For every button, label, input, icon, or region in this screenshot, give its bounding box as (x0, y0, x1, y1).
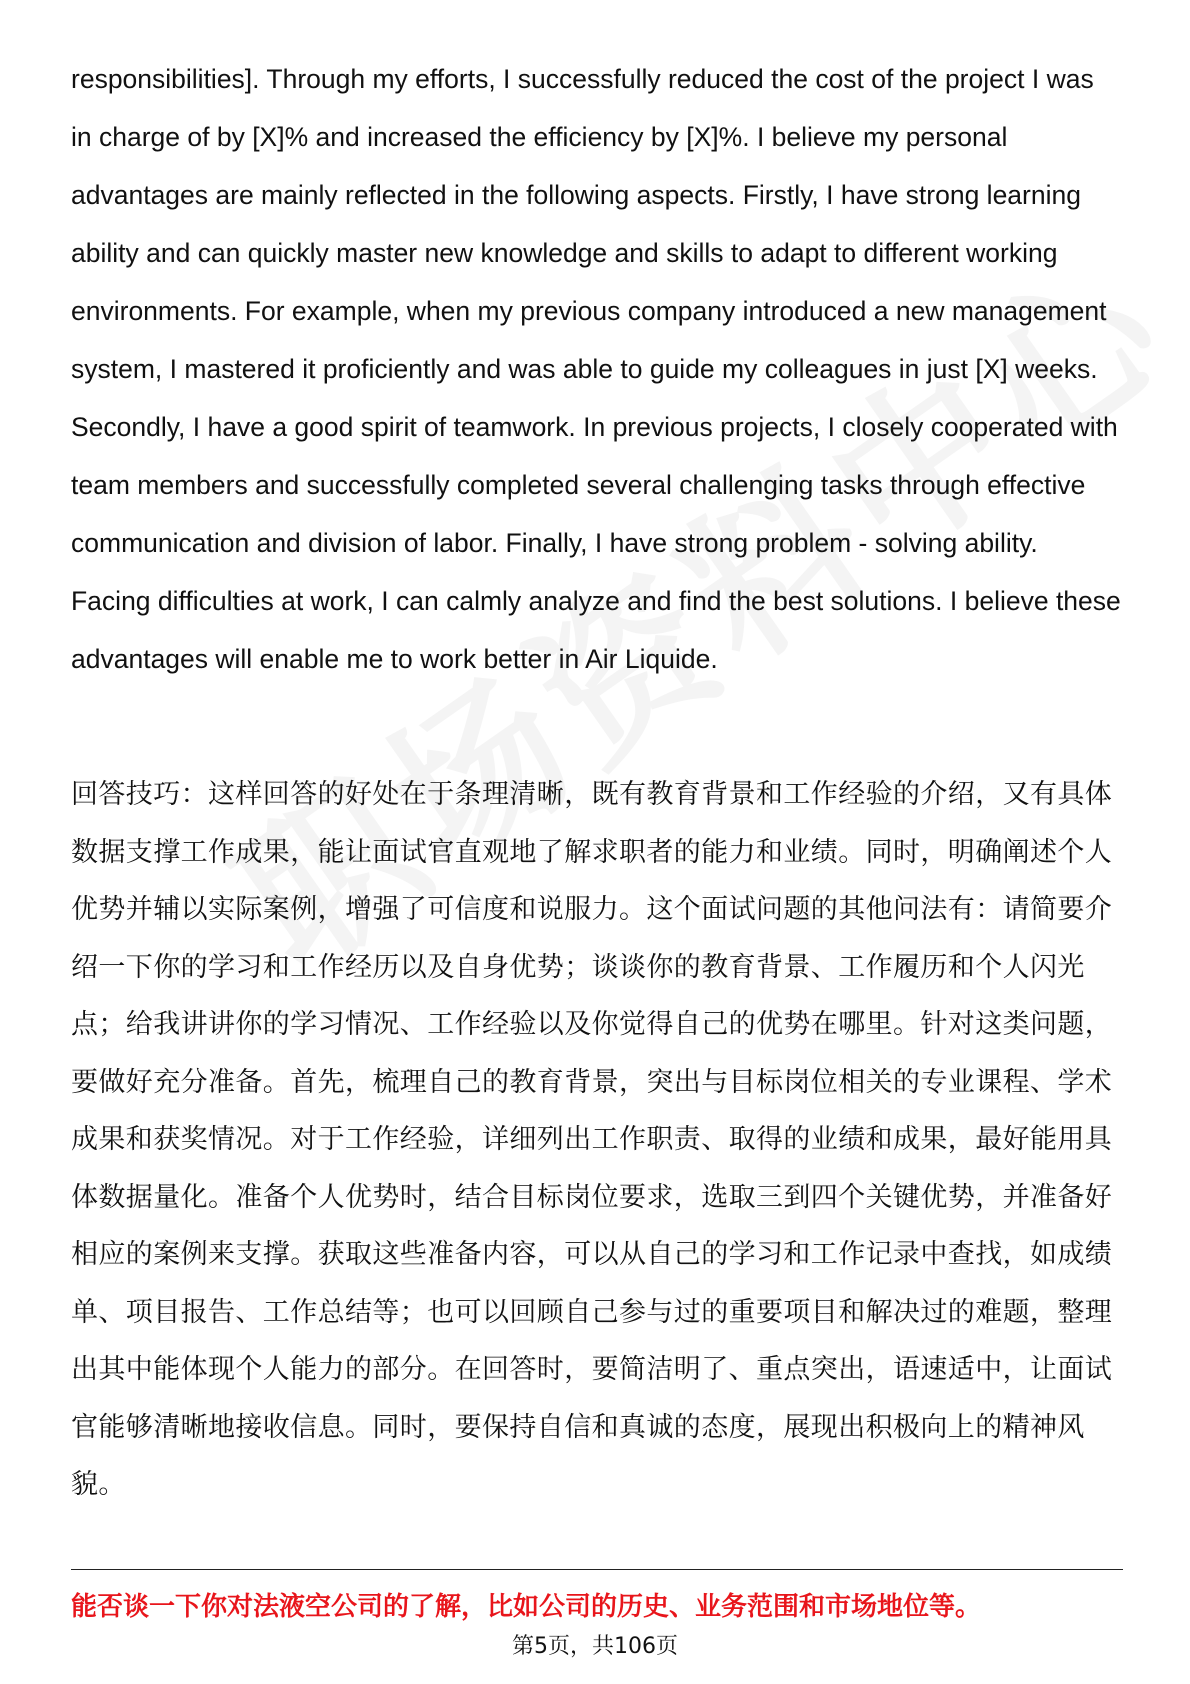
answer-tips-paragraph: 回答技巧：这样回答的好处在于条理清晰，既有教育背景和工作经验的介绍，又有具体数据支撑工作成果，能让面试官直观地了解求职者的能力和业绩。同时，明确阐述个人优势并辅以实际案例，增强了可信度和说服力。这个面试问题的其他问法有：请简要介绍一下你的学习和工作经历以及自身优势；谈谈你的教育背景、工作履历和个人闪光点；给我讲讲你的学习情况、工作经验以及你觉得自己的优势在哪里。针对这类问题，要做好充分准备。首先，梳理自己的教育背景，突出与目标岗位相关的专业课程、学术成果和获奖情况。对于工作经验，详细列出工作职责、取得的业绩和成果，最好能用具体数据量化。准备个人优势时，结合目标岗位要求，选取三到四个关键优势，并准备好相应的案例来支撑。获取这些准备内容，可以从自己的学习和工作记录中查找，如成绩单、项目报告、工作总结等；也可以回顾自己参与过的重要项目和解决过的难题，整理出其中能体现个人能力的部分。在回答时，要简洁明了、重点突出，语速适中，让面试官能够清晰地接收信息。同时，要保持自信和真诚的态度，展现出积极向上的精神风貌。 (71, 779, 1113, 1500)
page-number: 第5页，共106页 (512, 1634, 678, 1659)
section-divider (71, 1569, 1123, 1570)
next-question-heading: 能否谈一下你对法液空公司的了解，比如公司的历史、业务范围和市场地位等。 (71, 1592, 982, 1622)
answer-paragraph-english: responsibilities]. Through my efforts, I successfully reduced the cost of the project I was in charge of by [X]% and increased the efficiency by [X]%. I believe my personal advantages are mainly reflected in the following aspects. Firstly, I have strong learning ability and can quickly master new knowledge and skills to adapt to different working environments. For example, when my previous company introduced a new management system, I mastered it proficiently and was able to guide my colleagues in just [X] weeks. Secondly, I have a good spirit of teamwork. In previous projects, I closely cooperated with team members and successfully completed several challenging tasks through effective communication and division of labor. Finally, I have strong problem - solving ability. Facing difficulties at work, I can calmly analyze and find the best solutions. I believe these advantages will enable me to work better in Air Liquide. (71, 64, 1121, 674)
